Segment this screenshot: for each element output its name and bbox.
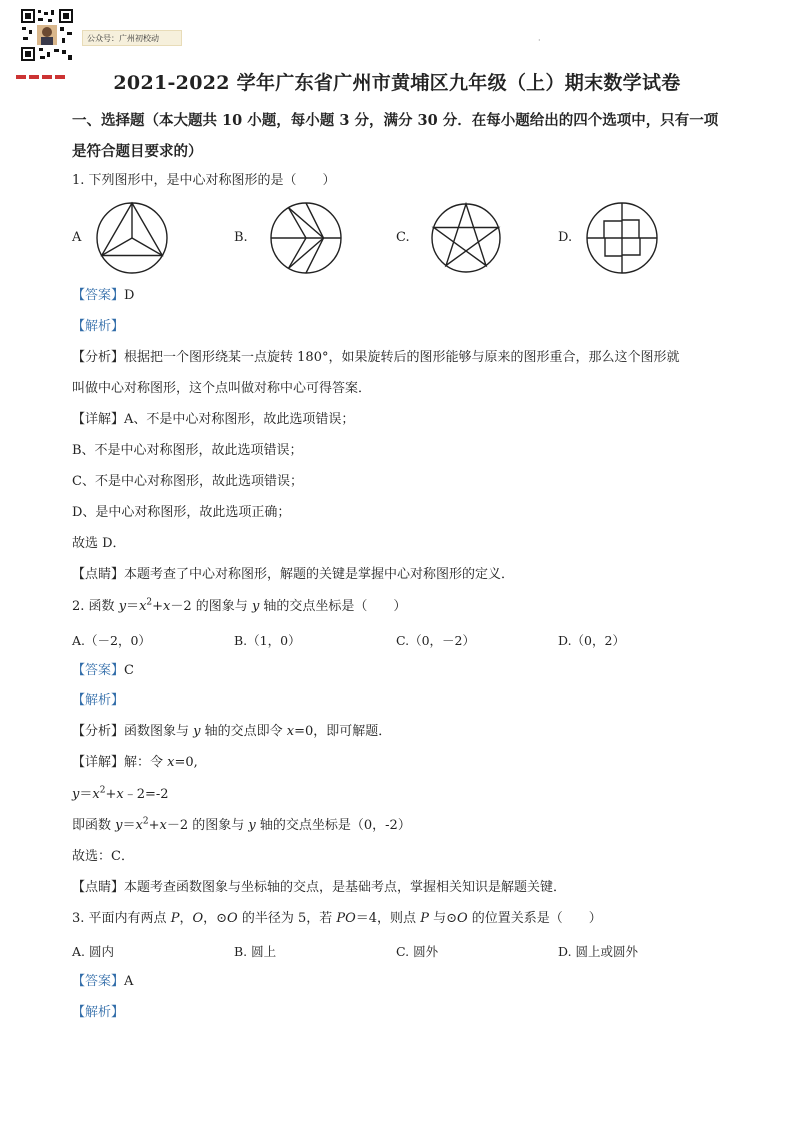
section-heading: 一、选择题（本大题共 10 小题，每小题 3 分，满分 30 分．在每小题给出的四个选项中，只有一项是符合题目要求的）: [72, 112, 719, 160]
q2-analysis-tag: 【解析】: [72, 693, 125, 708]
q2-option-a: A.（－2，0）: [72, 633, 151, 648]
header-dot: ·: [538, 36, 541, 45]
q2-detail: 【详解】解：令 x=0,: [72, 755, 198, 770]
q2-option-b: B.（1，0）: [234, 633, 301, 648]
q1-dianjing: 【点睛】本题考查了中心对称图形，解题的关键是掌握中心对称图形的定义．: [72, 567, 515, 582]
circle-pinwheel-icon: [584, 200, 660, 276]
q1-detail-c: C、不是中心对称图形，故此选项错误；: [72, 474, 303, 489]
question-3-stem: 3. 平面内有两点 P，O，⊙O 的半径为 5，若 PO＝4，则点 P 与⊙O 的位置关系是（ ）: [72, 911, 602, 926]
q1-fenxi: 【分析】根据把一个图形绕某一点旋转 180°，如果旋转后的图形能够与原来的图形重合，那么这个图形就: [72, 350, 680, 365]
q1-answer: 【答案】D: [72, 288, 135, 303]
q1-fenxi-cont: 叫做中心对称图形，这个点叫做对称中心可得答案．: [72, 381, 372, 396]
q1-detail-b: B、不是中心对称图形，故此选项错误；: [72, 443, 303, 458]
q3-answer: 【答案】A: [72, 974, 134, 989]
q3-option-c: C. 圆外: [396, 944, 439, 959]
q2-option-d: D.（0，2）: [558, 633, 625, 648]
circle-pentagram-icon: [428, 200, 504, 276]
question-1-stem: 1. 下列图形中，是中心对称图形的是（ ）: [72, 173, 336, 188]
q2-answer: 【答案】C: [72, 663, 134, 678]
q1-detail: 【详解】A、不是中心对称图形，故此选项错误；: [72, 412, 355, 427]
q2-result: 即函数 $y=x^2+x-2$ 的图象与 y 轴的交点坐标是（0，-2）: [72, 816, 411, 833]
qr-code-icon: [20, 8, 74, 62]
q2-conclusion: 故选：C．: [72, 849, 134, 864]
q1-conclusion: 故选 D．: [72, 536, 126, 551]
q2-dianjing: 【点睛】本题考查函数图象与坐标轴的交点，是基础考点，掌握相关知识是解题关键．: [72, 880, 567, 895]
q3-option-d: D. 圆上或圆外: [558, 944, 639, 959]
question-2-stem: 2. 函数 $y=x^2+x-2$ 的图象与 y 轴的交点坐标是（ ）: [72, 597, 407, 614]
q3-option-b: B. 圆上: [234, 944, 277, 959]
circle-zigzag-icon: [268, 200, 344, 276]
q2-option-c: C.（0，－2）: [396, 633, 475, 648]
question-1-options: A B. C. D.: [72, 200, 732, 276]
q2-calc: $y=x^2+x﹣2=-2$: [72, 785, 169, 802]
q2-fenxi: 【分析】函数图象与 y 轴的交点即令 x=0，即可解题．: [72, 724, 392, 739]
wechat-label: 公众号：广州初校动: [82, 30, 182, 46]
q1-analysis-tag: 【解析】: [72, 319, 125, 334]
circle-inscribed-triangle-icon: [94, 200, 170, 276]
q3-analysis-tag: 【解析】: [72, 1005, 125, 1020]
q1-detail-d: D、是中心对称图形，故此选项正确；: [72, 505, 291, 520]
q3-option-a: A. 圆内: [72, 944, 114, 959]
exam-title: 2021-2022 学年广东省广州市黄埔区九年级（上）期末数学试卷: [113, 72, 681, 94]
